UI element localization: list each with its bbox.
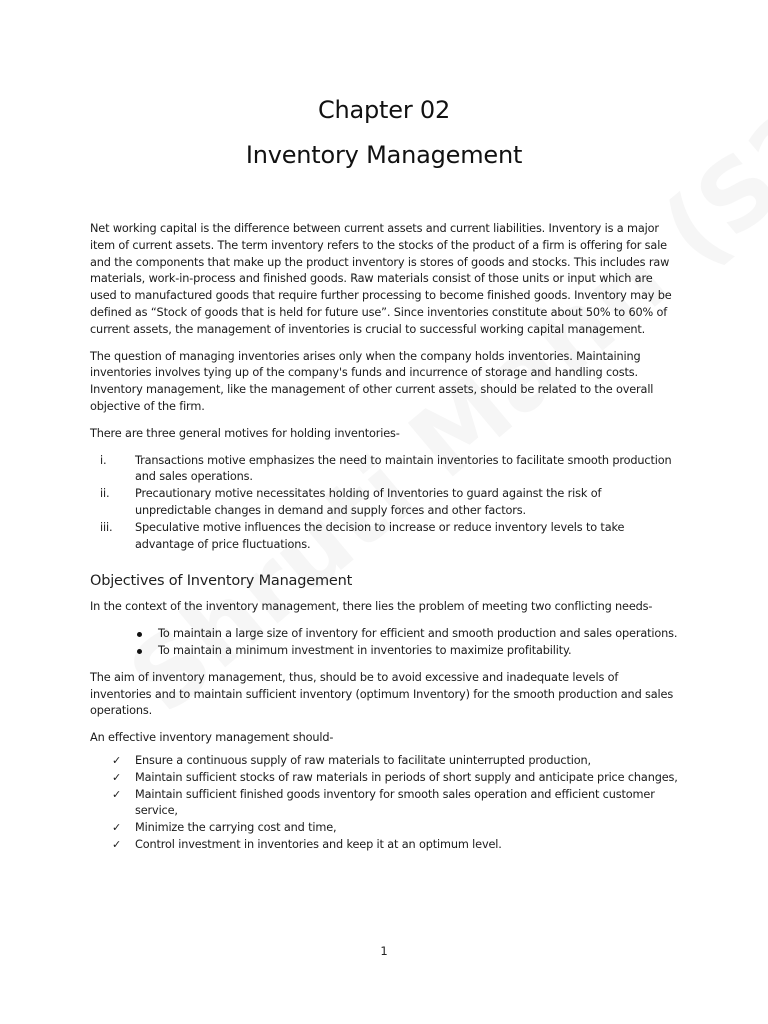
section-heading-objectives: Objectives of Inventory Management (90, 573, 353, 590)
list-item: To maintain a minimum investment in inventories to maximize profitability. (90, 643, 680, 660)
paragraph-motives-intro: There are three general motives for holding inventories- (90, 426, 400, 440)
list-item (90, 753, 680, 770)
checkmark-icon: ✓ (112, 787, 122, 801)
list-number: iii. (100, 520, 113, 534)
motives-list (90, 453, 680, 554)
list-item (90, 453, 680, 487)
needs-list (90, 626, 680, 660)
paragraph-managing: The question of managing inventories arises only when the company holds inventories. Maintaining inventories involves tying up of the company's funds and incurrence of storage and handling costs. Inventory management, like the management of other current assets, should be related to the overall objective of the firm. (90, 349, 654, 413)
list-number: i. (100, 453, 107, 467)
list-item (90, 520, 680, 554)
checkmark-icon: ✓ (112, 753, 122, 767)
list-item: To maintain a large size of inventory for efficient and smooth production and sales operations. (90, 626, 680, 643)
page-number: 1 (380, 944, 388, 958)
list-item (90, 770, 680, 787)
list-item-text: Transactions motive emphasizes the need to maintain inventories to facilitate smooth production and sales operations. (135, 453, 672, 484)
checkmark-icon: ✓ (112, 821, 122, 835)
checklist (90, 753, 680, 854)
document-body (90, 221, 680, 854)
list-item-text: Control investment in inventories and keep it at an optimum level. (135, 837, 502, 851)
list-item-text: Ensure a continuous supply of raw materials to facilitate uninterrupted production, (135, 753, 591, 767)
paragraph-objectives-intro: In the context of the inventory management, there lies the problem of meeting two conflicting needs- (90, 600, 653, 614)
list-item-text: Speculative motive influences the decision to increase or reduce inventory levels to take advantage of price fluctuations. (135, 520, 625, 551)
list-item-text: Maintain sufficient finished goods inventory for smooth sales operation and efficient customer service, (135, 787, 655, 818)
chapter-title: Inventory Management (245, 141, 523, 169)
checkmark-icon: ✓ (112, 837, 122, 851)
list-number: ii. (100, 487, 110, 501)
list-item-text: Precautionary motive necessitates holding of Inventories to guard against the risk of unpredictable changes in demand and supply forces and other factors. (135, 487, 602, 517)
checkmark-icon: ✓ (112, 770, 122, 784)
list-item (90, 820, 680, 837)
chapter-label: Chapter 02 (317, 96, 451, 124)
paragraph-intro: Net working capital is the difference between current assets and current liabilities. Inventory is a major item of current assets. The term inventory refers to the stocks of the product of a firm is offering for sale and the components that make up the product inventory is stores of goods and stocks. This includes raw materials, work-in-process and finished goods. Raw materials consist of those units or input which are used to manufactured goods that require further processing to become finished goods. Inventory may be defined as “Stock of goods that is held for future use”. Since inventories constitute about 50% to 60% of current assets, the management of inventories is crucial to successful working capital management. (90, 222, 672, 336)
list-item (90, 787, 680, 821)
list-item (90, 486, 680, 520)
paragraph-effective-intro: An effective inventory management should- (90, 731, 334, 745)
paragraph-aim: The aim of inventory management, thus, should be to avoid excessive and inadequate levels of inventories and to maintain sufficient inventory (optimum Inventory) for the smooth production and sales operations. (90, 670, 674, 718)
list-item-text: Minimize the carrying cost and time, (135, 821, 337, 835)
list-item (90, 837, 680, 854)
list-item-text: Maintain sufficient stocks of raw materials in periods of short supply and anticipate price changes, (135, 770, 678, 784)
